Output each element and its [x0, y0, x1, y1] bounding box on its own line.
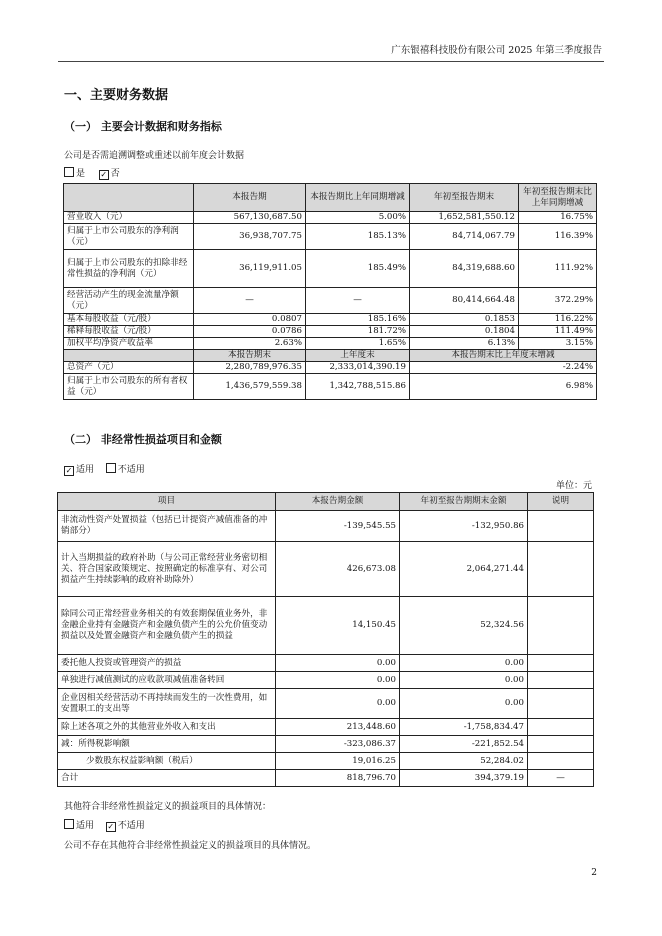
table-row — [58, 736, 594, 753]
subsection-title-2: （二） 非经常性损益项目和金额 — [64, 433, 222, 446]
cell-value: -323,086.37 — [276, 736, 400, 753]
header-cell: 说明 — [528, 493, 594, 511]
table-header-row-2 — [64, 350, 597, 362]
cell-value: 2,280,789,976.35 — [194, 362, 306, 374]
header-cell: 本报告期金额 — [276, 493, 400, 511]
cell-note — [528, 597, 594, 655]
row-label: 总资产（元） — [64, 362, 194, 374]
row-label: 合计 — [58, 770, 276, 787]
other-items-note: 其他符合非经常性损益定义的损益项目的具体情况： — [64, 802, 272, 812]
cell-value: -221,852.54 — [400, 736, 528, 753]
cell-note — [528, 736, 594, 753]
cell-value: 0.00 — [400, 672, 528, 689]
cell-value: 84,714,067.79 — [410, 224, 519, 250]
header-divider — [58, 61, 604, 62]
header-cell: 本报告期 — [194, 184, 306, 212]
cell-value: 0.1804 — [410, 326, 519, 338]
cell-note — [528, 753, 594, 770]
cell-value: 1,652,581,550.12 — [410, 212, 519, 224]
not-applicable-label: 不适用 — [117, 465, 145, 475]
row-label: 除上述各项之外的其他营业外收入和支出 — [58, 719, 276, 736]
cell-value: 84,319,688.60 — [410, 250, 519, 288]
row-label: 少数股东权益影响额（税后） — [58, 753, 276, 770]
cell-value: 0.0786 — [194, 326, 306, 338]
cell-value: -2.24% — [410, 362, 597, 374]
row-label: 委托他人投资或管理资产的损益 — [58, 655, 276, 672]
row-label: 除同公司正常经营业务相关的有效套期保值业务外，非金融企业持有金融资产和金融负债产生的公允价值变动损益以及处置金融资产和金融负债产生的损益 — [58, 597, 276, 655]
cell-value: 185.13% — [306, 224, 410, 250]
cell-value: 567,130,687.50 — [194, 212, 306, 224]
cell-note — [528, 542, 594, 597]
cell-value: 426,673.08 — [276, 542, 400, 597]
cell-value: 181.72% — [306, 326, 410, 338]
page-number: 2 — [591, 868, 597, 878]
cell-value: 1.65% — [306, 338, 410, 350]
cell-value: 19,016.25 — [276, 753, 400, 770]
table-row — [58, 542, 594, 597]
restatement-options — [64, 166, 120, 180]
checkbox-other-applicable[interactable] — [64, 819, 74, 829]
cell-value: 0.00 — [400, 655, 528, 672]
table-total-row — [58, 770, 594, 787]
cell-value: 36,938,707.75 — [194, 224, 306, 250]
applicable-label: 适用 — [76, 465, 95, 475]
table-row — [64, 224, 597, 250]
key-financial-table — [63, 183, 597, 400]
cell-value: 2.63% — [194, 338, 306, 350]
cell-value: 52,324.56 — [400, 597, 528, 655]
row-label: 归属于上市公司股东的所有者权益（元） — [64, 374, 194, 400]
cell-value: — — [306, 288, 410, 314]
other-not-applicable-label: 不适用 — [117, 821, 145, 831]
table-row — [58, 511, 594, 542]
cell-value: 0.0807 — [194, 314, 306, 326]
cell-value: 818,796.70 — [276, 770, 400, 787]
row-label: 营业收入（元） — [64, 212, 194, 224]
cell-value: 0.00 — [400, 689, 528, 719]
header-cell: 上年度末 — [306, 350, 410, 362]
cell-value: 52,284.02 — [400, 753, 528, 770]
table-row — [64, 314, 597, 326]
table-row — [58, 655, 594, 672]
cell-value: 0.00 — [276, 689, 400, 719]
cell-note — [528, 511, 594, 542]
restatement-question: 公司是否需追溯调整或重述以前年度会计数据 — [64, 151, 245, 161]
cell-note — [528, 689, 594, 719]
other-applicable-label: 适用 — [76, 821, 95, 831]
header-cell: 本报告期末比上年度末增减 — [410, 350, 597, 362]
cell-value: 3.15% — [519, 338, 597, 350]
cell-value: 394,379.19 — [400, 770, 528, 787]
table-row — [64, 288, 597, 314]
cell-value: 116.22% — [519, 314, 597, 326]
checkbox-yes[interactable] — [64, 167, 74, 177]
table-row — [58, 597, 594, 655]
row-label: 稀释每股收益（元/股） — [64, 326, 194, 338]
table-row — [64, 374, 597, 400]
cell-value: 5.00% — [306, 212, 410, 224]
cell-value: 6.13% — [410, 338, 519, 350]
row-label: 计入当期损益的政府补助（与公司正常经营业务密切相关、符合国家政策规定、按照确定的标准享有、对公司损益产生持续影响的政府补助除外） — [58, 542, 276, 597]
cell-value: -139,545.55 — [276, 511, 400, 542]
cell-value: 372.29% — [519, 288, 597, 314]
table-row — [58, 672, 594, 689]
checkbox-not-applicable[interactable] — [106, 463, 116, 473]
row-label: 加权平均净资产收益率 — [64, 338, 194, 350]
header-cell: 年初至报告期末比上年同期增减 — [519, 184, 597, 212]
header-cell: 本报告期比上年同期增减 — [306, 184, 410, 212]
header-cell: 年初至报告期期末金额 — [400, 493, 528, 511]
table-header-row — [58, 493, 594, 511]
section-title: 一、主要财务数据 — [64, 88, 169, 103]
unit-label: 单位：元 — [555, 481, 592, 491]
subsection-title-1: （一） 主要会计数据和财务指标 — [64, 120, 222, 133]
cell-note: — — [528, 770, 594, 787]
table-header-row — [64, 184, 597, 212]
cell-value: 0.1853 — [410, 314, 519, 326]
cell-value: 36,119,911.05 — [194, 250, 306, 288]
cell-value: -1,758,834.47 — [400, 719, 528, 736]
cell-value: 1,342,788,515.86 — [306, 374, 410, 400]
cell-value: 116.39% — [519, 224, 597, 250]
cell-value: 185.16% — [306, 314, 410, 326]
header-cell: 本报告期末 — [194, 350, 306, 362]
cell-value: 111.92% — [519, 250, 597, 288]
cell-value: 2,333,014,390.19 — [306, 362, 410, 374]
table-row — [58, 719, 594, 736]
row-label: 减：所得税影响额 — [58, 736, 276, 753]
cell-value: 0.00 — [276, 655, 400, 672]
cell-value: 213,448.60 — [276, 719, 400, 736]
checkbox-applicable[interactable] — [64, 466, 74, 476]
cell-value: 111.49% — [519, 326, 597, 338]
cell-value: -132,950.86 — [400, 511, 528, 542]
cell-value: 0.00 — [276, 672, 400, 689]
table-row — [58, 753, 594, 770]
table-row — [64, 250, 597, 288]
table-row — [64, 326, 597, 338]
row-label: 归属于上市公司股东的净利润（元） — [64, 224, 194, 250]
cell-value: 1,436,579,559.38 — [194, 374, 306, 400]
table-row — [64, 212, 597, 224]
header-cell — [64, 350, 194, 362]
check-mark-icon: ✓ — [100, 170, 108, 179]
other-applicable-options — [64, 818, 145, 832]
row-label: 归属于上市公司股东的扣除非经常性损益的净利润（元） — [64, 250, 194, 288]
check-mark-icon: ✓ — [107, 822, 115, 831]
row-label: 经营活动产生的现金流量净额（元） — [64, 288, 194, 314]
cell-value: 80,414,664.48 — [410, 288, 519, 314]
checkbox-other-not-applicable[interactable] — [106, 822, 116, 832]
report-header-title: 广东银禧科技股份有限公司 2025 年第三季度报告 — [391, 45, 602, 56]
checkbox-no[interactable] — [99, 170, 109, 180]
applicable-options — [64, 462, 145, 476]
cell-note — [528, 672, 594, 689]
cell-value: — — [194, 288, 306, 314]
cell-note — [528, 655, 594, 672]
cell-value: 14,150.45 — [276, 597, 400, 655]
option-yes-label: 是 — [76, 169, 86, 179]
cell-value: 2,064,271.44 — [400, 542, 528, 597]
table-row — [64, 338, 597, 350]
row-label: 非流动性资产处置损益（包括已计提资产减值准备的冲销部分） — [58, 511, 276, 542]
cell-value: 16.75% — [519, 212, 597, 224]
row-label: 基本每股收益（元/股） — [64, 314, 194, 326]
header-cell: 年初至报告期末 — [410, 184, 519, 212]
other-items-statement: 公司不存在其他符合非经常性损益定义的损益项目的具体情况。 — [64, 841, 317, 851]
header-cell: 项目 — [58, 493, 276, 511]
table-row — [64, 362, 597, 374]
row-label: 企业因相关经营活动不再持续而发生的一次性费用，如安置职工的支出等 — [58, 689, 276, 719]
non-recurring-table — [57, 492, 594, 787]
cell-value: 6.98% — [410, 374, 597, 400]
cell-note — [528, 719, 594, 736]
check-mark-icon: ✓ — [65, 466, 73, 475]
header-cell — [64, 184, 194, 212]
table-row — [58, 689, 594, 719]
option-no-label: 否 — [110, 169, 120, 179]
cell-value: 185.49% — [306, 250, 410, 288]
row-label: 单独进行减值测试的应收款项减值准备转回 — [58, 672, 276, 689]
